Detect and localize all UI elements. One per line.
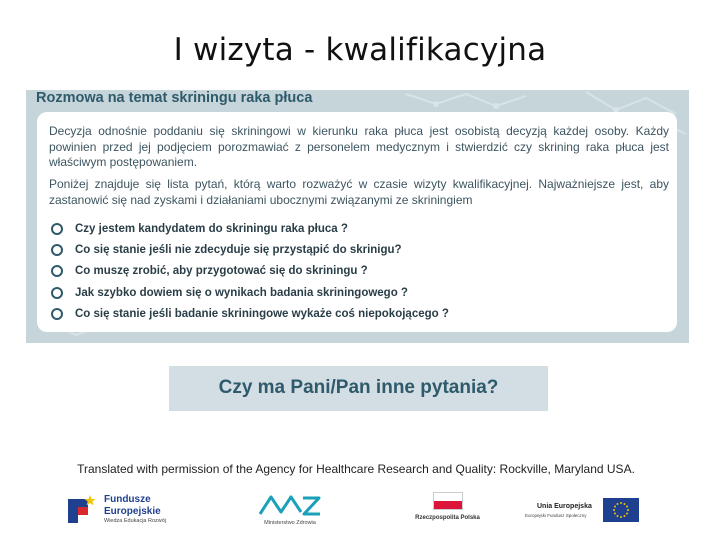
list-item [51,239,449,260]
list-item [51,218,449,239]
eu-flag-icon [603,498,639,522]
mz-caption: Ministerstwo Zdrowia [264,520,316,526]
fe-star-icon [64,493,98,527]
intro-paragraph: Decyzja odnośnie poddaniu się skriningowi w kierunku raka płuca jest osobistą decyzją każdej osoby. Każdy powinien przed jej podjęciem porozmawiać z personelem medycznym i stwierdzić czy skrining raka płuca jest właściwym postępowaniem. [49,124,669,169]
questions-intro-paragraph: Poniżej znajduje się lista pytań, którą warto rozważyć w czasie wizyty kwalifikacyjnej. Najważniejsze jest, aby zastanowić się nad zyskami i działaniami ubocznymi związanymi ze skriningiem [49,177,669,207]
fundusze-europejskie-logo [64,490,184,530]
radio-circle-icon [51,223,63,235]
question-text: Jak szybko dowiem się o wynikach badania skriningowego ? [75,286,408,299]
unia-europejska-logo [523,490,643,530]
fe-line2: Europejskie [104,506,161,517]
question-text: Czy jestem kandydatem do skriningu raka płuca ? [75,222,348,235]
question-text: Co się stanie jeśli badanie skriningowe wykaże coś niepokojącego ? [75,307,449,320]
ue-line1: Unia Europejska [537,503,592,510]
radio-circle-icon [51,308,63,320]
radio-circle-icon [51,287,63,299]
list-item [51,282,449,303]
question-list [51,218,449,324]
question-text: Co muszę zrobić, aby przygotować się do skriningu ? [75,265,368,278]
rp-caption: Rzeczpospolita Polska [415,515,480,521]
fe-line1: Fundusze [104,494,151,505]
question-text: Co się stanie jeśli nie zdecyduje się przystąpić do skrinigu? [75,243,402,256]
ministerstwo-zdrowia-logo [255,490,325,530]
funding-logos-bar [0,490,720,530]
mz-mark-icon [257,492,323,518]
other-questions-banner [169,366,548,411]
list-item [51,261,449,282]
panel-heading: Rozmowa na temat skriningu raka płuca [36,90,313,106]
fe-line3: Wiedza Edukacja Rozwój [104,518,167,524]
banner-text: Czy ma Pani/Pan inne pytania? [218,377,499,398]
radio-circle-icon [51,244,63,256]
screening-info-panel [26,90,689,343]
slide-title: I wizyta - kwalifikacyjna [173,32,547,68]
translation-credit: Translated with permission of the Agency for Healthcare Research and Quality: Rockville, Maryland USA. [77,462,635,476]
ue-line2: Europejski Fundusz Społeczny [525,513,587,518]
radio-circle-icon [51,265,63,277]
rzeczpospolita-polska-logo [405,490,490,530]
list-item [51,303,449,324]
questions-card [37,112,677,332]
polish-flag-icon [433,492,463,510]
